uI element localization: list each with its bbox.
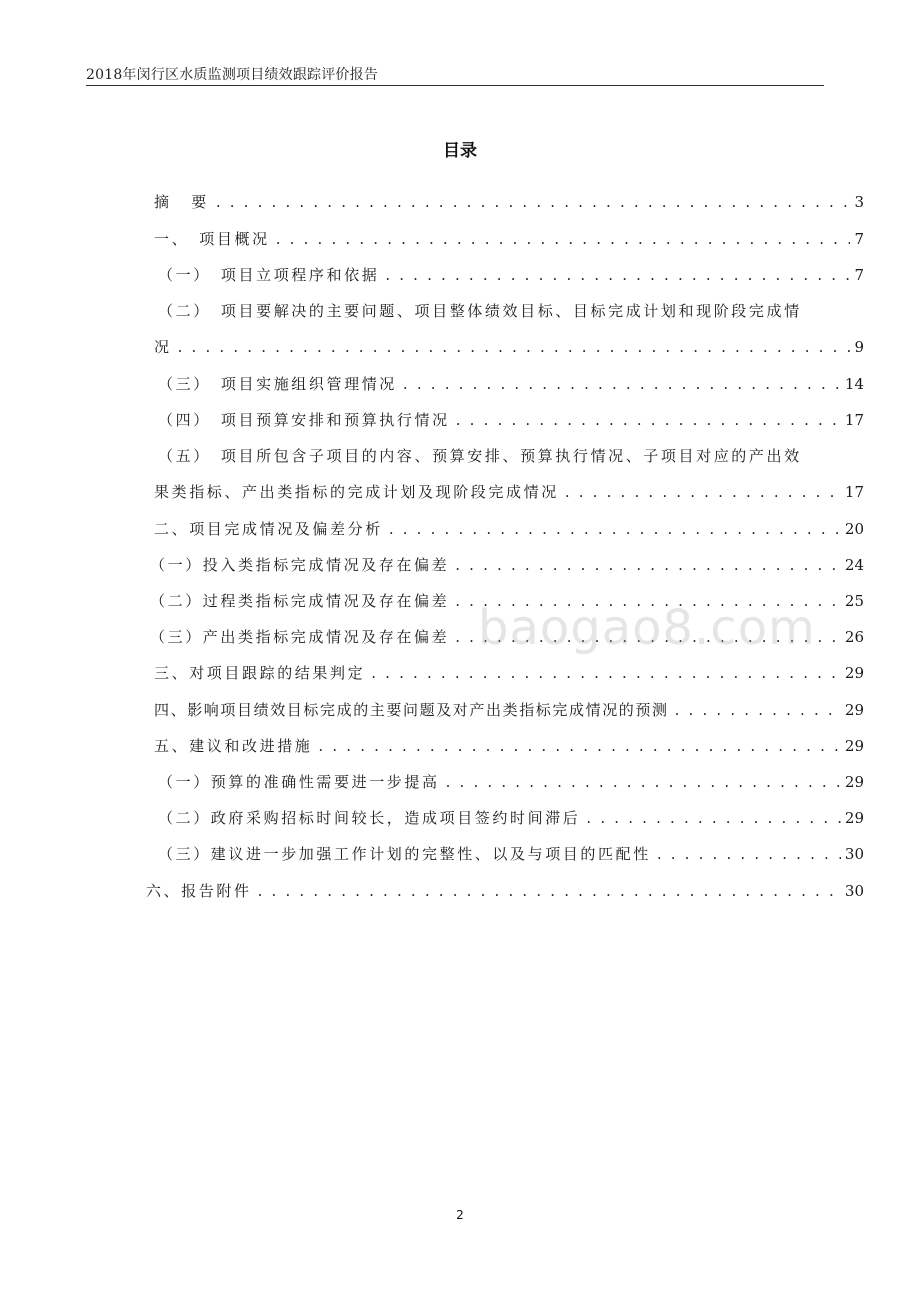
toc-leader-dots bbox=[455, 556, 841, 574]
toc-entry-section-1-4[interactable] bbox=[158, 409, 864, 433]
toc-entry-section-1[interactable] bbox=[154, 228, 864, 252]
toc-entry-page: 29 bbox=[844, 809, 864, 827]
toc-entry-text: （一）投入类指标完成情况及存在偏差 bbox=[150, 556, 450, 574]
toc-entry-text: （四） 项目预算安排和预算执行情况 bbox=[158, 411, 450, 429]
toc-title: 目录 bbox=[443, 141, 477, 161]
toc-entry-section-1-2-line-2[interactable] bbox=[154, 336, 864, 360]
toc-leader-dots bbox=[586, 809, 841, 827]
toc-leader-dots bbox=[178, 338, 851, 356]
toc-entry-page: 25 bbox=[844, 592, 864, 610]
toc-entry-section-5[interactable] bbox=[154, 735, 864, 759]
toc-entry-section-1-3[interactable] bbox=[158, 373, 864, 397]
toc-entry-section-1-5-line-1[interactable] bbox=[158, 445, 864, 469]
toc-entry-page: 30 bbox=[844, 882, 864, 900]
toc-entry-page: 7 bbox=[854, 266, 864, 284]
toc-entry-page: 29 bbox=[844, 664, 864, 682]
toc-entry-page: 20 bbox=[844, 520, 864, 538]
toc-entry-text: （三）产出类指标完成情况及存在偏差 bbox=[150, 628, 450, 646]
toc-entry-section-1-1[interactable] bbox=[158, 264, 864, 288]
toc-entry-section-3[interactable] bbox=[154, 662, 864, 686]
toc-leader-dots bbox=[371, 664, 841, 682]
toc-entry-page: 3 bbox=[854, 193, 864, 211]
toc-entry-text: （五） 项目所包含子项目的内容、预算安排、预算执行情况、子项目对应的产出效 bbox=[158, 447, 802, 465]
toc-entry-text: 六、报告附件 bbox=[146, 882, 252, 900]
toc-entry-abstract[interactable] bbox=[154, 191, 864, 215]
toc-entry-section-4[interactable] bbox=[154, 699, 864, 723]
running-header: 2018年闵行区水质监测项目绩效跟踪评价报告 bbox=[86, 67, 379, 83]
toc-entry-section-1-2-line-1[interactable] bbox=[158, 300, 864, 324]
toc-entry-section-6[interactable] bbox=[146, 880, 864, 904]
toc-entry-page: 17 bbox=[844, 411, 864, 429]
toc-entry-section-5-3[interactable] bbox=[158, 843, 864, 867]
toc-entry-page: 26 bbox=[844, 628, 864, 646]
toc-entry-page: 29 bbox=[844, 737, 864, 755]
toc-entry-page: 24 bbox=[844, 556, 864, 574]
toc-leader-dots bbox=[318, 737, 841, 755]
toc-entry-page: 17 bbox=[844, 483, 864, 501]
toc-leader-dots bbox=[565, 483, 841, 501]
toc-entry-text: 二、项目完成情况及偏差分析 bbox=[154, 520, 383, 538]
toc-leader-dots bbox=[675, 701, 841, 719]
toc-entry-text: （一） 项目立项程序和依据 bbox=[158, 266, 380, 284]
toc-entry-text: （二）政府采购招标时间较长，造成项目签约时间滞后 bbox=[158, 809, 581, 827]
toc-leader-dots bbox=[216, 193, 851, 211]
toc-entry-page: 29 bbox=[844, 701, 864, 719]
page-number: 2 bbox=[456, 1208, 464, 1222]
toc-entry-text: （二）过程类指标完成情况及存在偏差 bbox=[150, 592, 450, 610]
toc-entry-page: 14 bbox=[844, 375, 864, 393]
toc-leader-dots bbox=[403, 375, 841, 393]
toc-entry-text: （一）预算的准确性需要进一步提高 bbox=[158, 773, 440, 791]
toc-leader-dots bbox=[446, 773, 841, 791]
toc-entry-text: 况 bbox=[154, 338, 172, 356]
toc-entry-section-5-2[interactable] bbox=[158, 807, 864, 831]
toc-leader-dots bbox=[276, 230, 851, 248]
toc-entry-section-2[interactable] bbox=[154, 518, 864, 542]
toc-leader-dots bbox=[657, 845, 841, 863]
toc-entry-text: 四、影响项目绩效目标完成的主要问题及对产出类指标完成情况的预测 bbox=[154, 701, 669, 719]
toc-entry-text: 一、 项目概况 bbox=[154, 230, 270, 248]
toc-entry-text: 五、建议和改进措施 bbox=[154, 737, 313, 755]
toc-entry-page: 30 bbox=[844, 845, 864, 863]
toc-entry-page: 9 bbox=[854, 338, 864, 356]
toc-leader-dots bbox=[258, 882, 841, 900]
toc-leader-dots bbox=[389, 520, 841, 538]
toc-entry-text: 摘 要 bbox=[154, 193, 210, 211]
toc-entry-text: （三） 项目实施组织管理情况 bbox=[158, 375, 397, 393]
toc-entry-text: 果类指标、产出类指标的完成计划及现阶段完成情况 bbox=[154, 483, 559, 501]
toc-entry-text: 三、对项目跟踪的结果判定 bbox=[154, 664, 366, 682]
toc-entry-text: （二） 项目要解决的主要问题、项目整体绩效目标、目标完成计划和现阶段完成情 bbox=[158, 302, 802, 320]
toc-entry-section-5-1[interactable] bbox=[158, 771, 864, 795]
toc-entry-page: 29 bbox=[844, 773, 864, 791]
toc-entry-page: 7 bbox=[854, 230, 864, 248]
watermark: baogao8.com bbox=[478, 600, 816, 656]
toc-entry-section-1-5-line-2[interactable] bbox=[154, 481, 864, 505]
toc-entry-section-2-1[interactable] bbox=[150, 554, 864, 578]
toc-leader-dots bbox=[456, 411, 841, 429]
toc-leader-dots bbox=[385, 266, 850, 284]
header-divider bbox=[86, 85, 824, 86]
toc-entry-text: （三）建议进一步加强工作计划的完整性、以及与项目的匹配性 bbox=[158, 845, 651, 863]
